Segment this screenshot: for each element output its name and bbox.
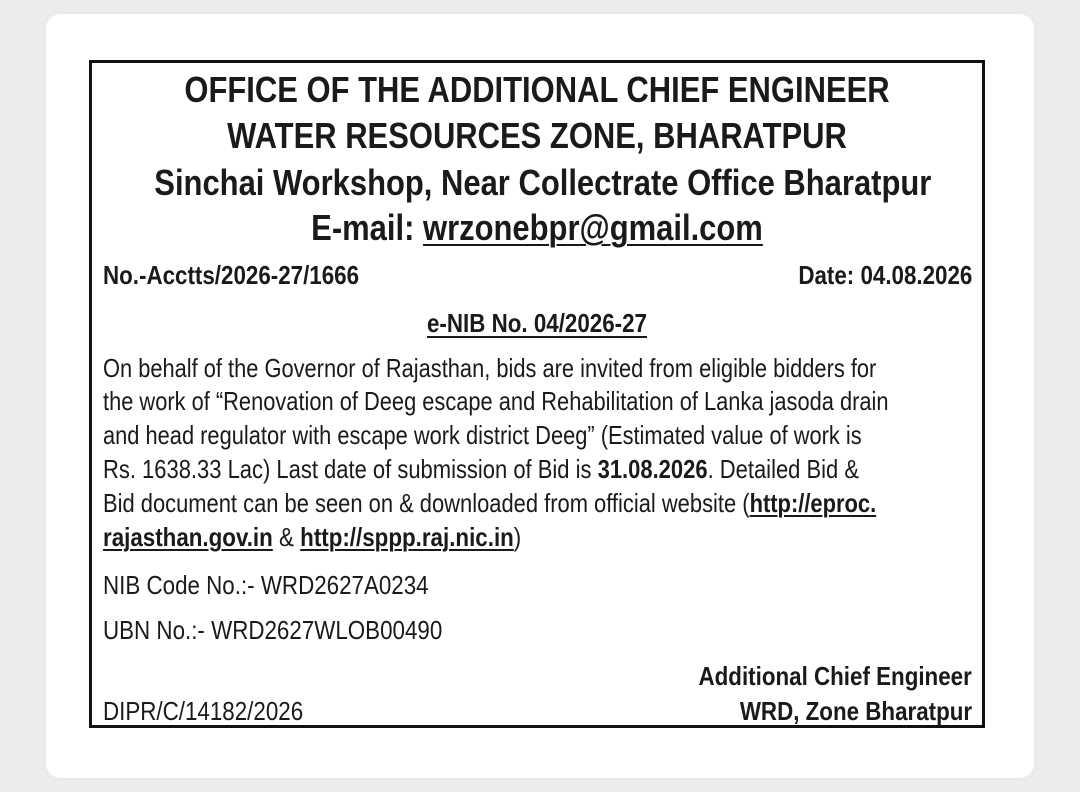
ubn-number: UBN No.:- WRD2627WLOB00490 <box>103 615 443 645</box>
notice-date: Date: 04.08.2026 <box>797 260 972 290</box>
tender-notice <box>89 60 985 728</box>
eproc-link-part1[interactable]: http://eproc. <box>749 488 877 518</box>
sppp-link[interactable]: http://sppp.raj.nic.in <box>300 522 514 552</box>
office-title: OFFICE OF THE ADDITIONAL CHIEF ENGINEER <box>184 69 890 110</box>
body-line-3: and head regulator with escape work district Deeg” (Estimated value of work is <box>103 420 862 450</box>
body-line-6 <box>103 522 521 553</box>
nib-number <box>154 308 919 339</box>
body-line-4-pre: Rs. 1638.33 Lac) Last date of submission of Bid is <box>103 454 598 484</box>
link-separator: & <box>272 522 301 552</box>
signatory-office: WRD, Zone Bharatpur <box>739 696 972 726</box>
eproc-link-part2[interactable]: rajasthan.gov.in <box>103 522 273 552</box>
last-submission-date: 31.08.2026 <box>597 454 708 484</box>
nib-code: NIB Code No.:- WRD2627A0234 <box>103 570 429 600</box>
body-line-5-pre: Bid document can be seen on & downloaded from official website ( <box>103 488 750 518</box>
body-line-1: On behalf of the Governor of Rajasthan, bids are invited from eligible bidders for <box>103 353 877 383</box>
body-line-4 <box>103 454 859 485</box>
body-line-2: the work of “Renovation of Deeg escape and Rehabilitation of Lanka jasoda drain <box>103 386 889 416</box>
email-address: wrzonebpr@gmail.com <box>422 207 763 248</box>
body-line-4-post: . Detailed Bid & <box>707 454 860 484</box>
zone-title: WATER RESOURCES ZONE, BHARATPUR <box>227 115 847 156</box>
email-line <box>154 207 919 249</box>
body-line-5 <box>103 488 876 519</box>
signatory-title: Additional Chief Engineer <box>698 661 972 691</box>
dipr-number: DIPR/C/14182/2026 <box>103 696 304 726</box>
close-paren: ) <box>513 522 522 552</box>
email-label: E-mail: <box>311 207 423 248</box>
office-address: Sinchai Workshop, Near Collectrate Office Bharatpur <box>154 162 932 203</box>
reference-number: No.-Acctts/2026-27/1666 <box>103 260 360 290</box>
nib-number-text: e-NIB No. 04/2026-27 <box>427 308 647 338</box>
